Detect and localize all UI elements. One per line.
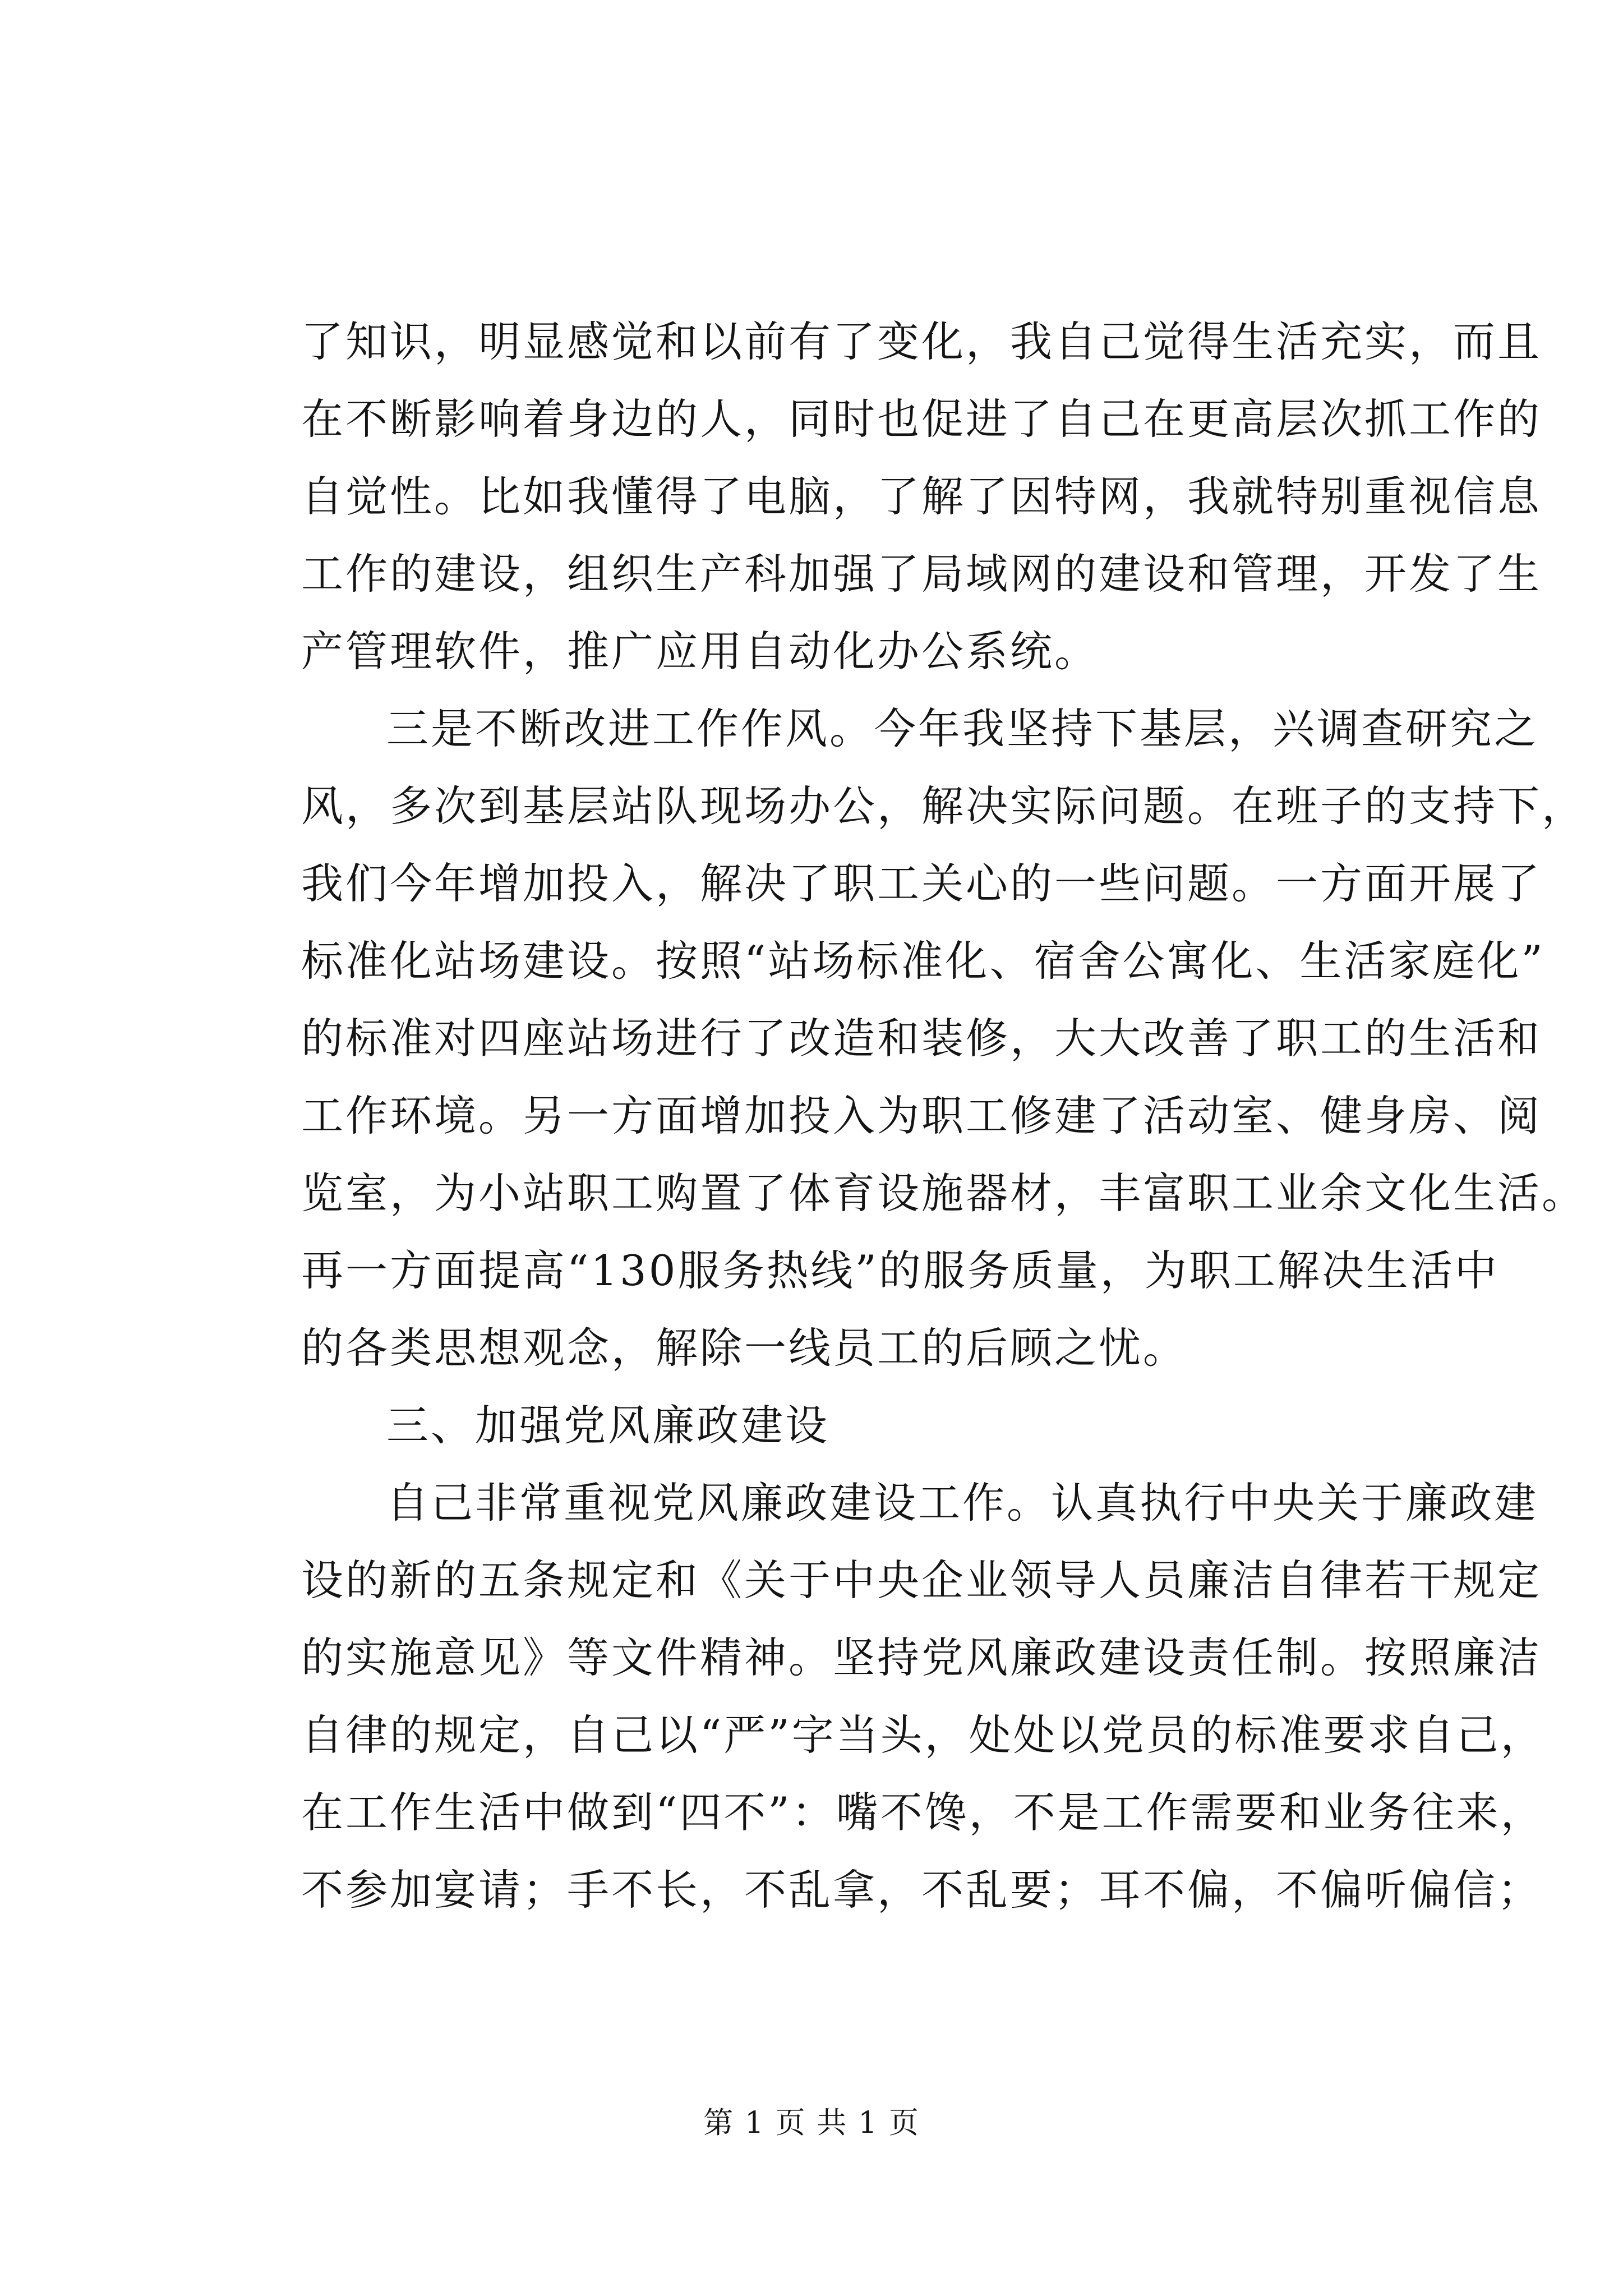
text-line: 的各类思想观念，解除一线员工的后顾之忧。 <box>301 1323 1188 1373</box>
text-line: 了知识，明显感觉和以前有了变化，我自己觉得生活充实，而且 <box>301 317 1542 366</box>
text-line: 览室，为小站职工购置了体育设施器材，丰富职工业余文化生活。 <box>301 1168 1587 1218</box>
text-line: 工作的建设，组织生产科加强了局域网的建设和管理，开发了生 <box>301 549 1542 599</box>
text-line: 在不断影响着身边的人，同时也促进了自己在更高层次抓工作的 <box>301 394 1542 444</box>
text-line: 标准化站场建设。按照“站场标准化、宿舍公寓化、生活家庭化” <box>301 936 1545 986</box>
text-line: 不参加宴请；手不长，不乱拿，不乱要；耳不偏，不偏听偏信； <box>301 1865 1542 1915</box>
document-body <box>301 303 1587 1929</box>
text-line: 风，多次到基层站队现场办公，解决实际问题。在班子的支持下， <box>301 781 1587 831</box>
text-line: 工作环境。另一方面增加投入为职工修建了活动室、健身房、阅 <box>301 1091 1542 1140</box>
text-line: 的标准对四座站场进行了改造和装修，大大改善了职工的生活和 <box>301 1014 1542 1063</box>
text-line: 自律的规定，自己以“严”字当头，处处以党员的标准要求自己， <box>301 1710 1545 1760</box>
text-line: 自觉性。比如我懂得了电脑，了解了因特网，我就特别重视信息 <box>301 472 1542 521</box>
text-line: 再一方面提高“130服务热线”的服务质量，为职工解决生活中 <box>301 1246 1499 1295</box>
page-footer: 第 1 页 共 1 页 <box>703 2106 920 2140</box>
paragraph-first-line: 三是不断改进工作作风。今年我坚持下基层，兴调查研究之 <box>386 704 1539 753</box>
paragraph-first-line: 自己非常重视党风廉政建设工作。认真执行中央关于廉政建 <box>386 1478 1539 1527</box>
text-line: 设的新的五条规定和《关于中央企业领导人员廉洁自律若干规定 <box>301 1556 1542 1605</box>
text-line: 我们今年增加投入，解决了职工关心的一些问题。一方面开展了 <box>301 859 1542 908</box>
text-line: 产管理软件，推广应用自动化办公系统。 <box>301 627 1099 676</box>
section-heading: 三、加强党风廉政建设 <box>386 1401 830 1450</box>
text-line: 的实施意见》等文件精神。坚持党风廉政建设责任制。按照廉洁 <box>301 1633 1542 1682</box>
text-line: 在工作生活中做到“四不”：嘴不馋，不是工作需要和业务往来， <box>301 1788 1545 1837</box>
